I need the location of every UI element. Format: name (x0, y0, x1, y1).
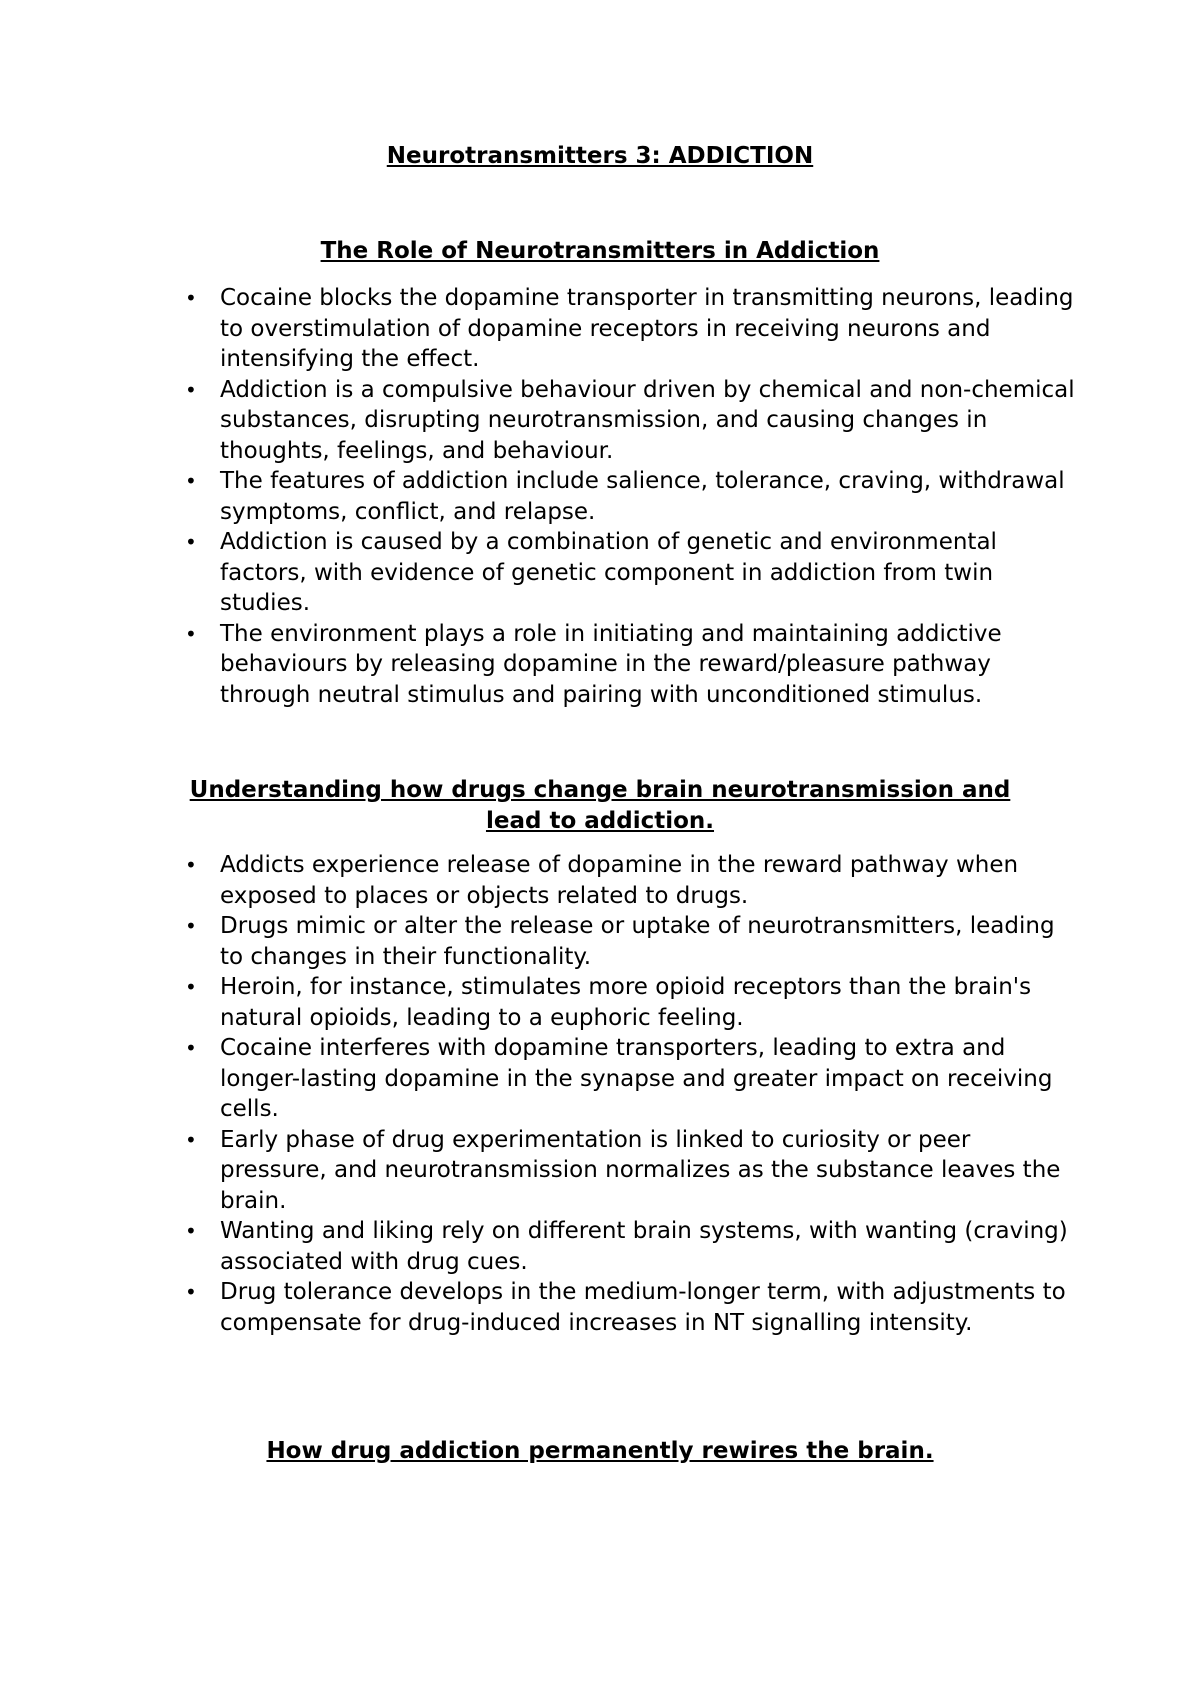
bullet-icon: • (185, 286, 197, 310)
list-item (180, 1216, 1080, 1277)
bullet-icon: • (185, 1127, 197, 1152)
list-item (180, 283, 1080, 375)
list-item (180, 911, 1080, 972)
list-item (180, 375, 1080, 467)
list-item (180, 619, 1080, 711)
bullet-icon: • (185, 914, 197, 938)
document-title: Neurotransmitters 3: ADDICTION (386, 143, 814, 169)
list-item-text: Drug tolerance develops in the medium-longer term, with adjustments to compensate for drug-induced increases in NT signalling intensity. (220, 1279, 1066, 1336)
list-item (180, 972, 1080, 1033)
list-item (180, 527, 1080, 619)
list-item-text: Wanting and liking rely on different brain systems, with wanting (craving) associated with drug cues. (220, 1218, 1068, 1275)
section-heading-role: The Role of Neurotransmitters in Addiction (320, 238, 880, 264)
bullet-icon: • (185, 975, 197, 999)
list-item-text: The features of addiction include salience, tolerance, craving, withdrawal symptoms, conflict, and relapse. (220, 468, 1065, 525)
bullet-list-role (180, 283, 1080, 710)
list-item (180, 1033, 1080, 1125)
list-item-text: Early phase of drug experimentation is linked to curiosity or peer pressure, and neurotransmission normalizes as the substance leaves the brain. (220, 1126, 1061, 1214)
list-item-text: The environment plays a role in initiating and maintaining addictive behaviours by releasing dopamine in the reward/pleasure pathway through neutral stimulus and pairing with unconditioned stimulus. (220, 620, 1002, 708)
list-item (180, 1125, 1080, 1217)
bullet-icon: • (185, 853, 197, 877)
bullet-icon: • (185, 530, 197, 554)
bullet-icon: • (185, 1219, 197, 1243)
list-item-text: Cocaine interferes with dopamine transporters, leading to extra and longer-lasting dopamine in the synapse and greater impact on receiving cells. (220, 1035, 1053, 1122)
list-item-text: Addiction is a compulsive behaviour driven by chemical and non-chemical substances, disrupting neurotransmission, and causing changes in thoughts, feelings, and behaviour. (220, 376, 1075, 464)
bullet-icon: • (185, 469, 197, 493)
list-item (180, 850, 1080, 911)
section-heading-rewires: How drug addiction permanently rewires the brain. (266, 1438, 934, 1464)
list-item-text: Drugs mimic or alter the release or uptake of neurotransmitters, leading to changes in their functionality. (220, 913, 1055, 970)
list-item-text: Addiction is caused by a combination of genetic and environmental factors, with evidence of genetic component in addiction from twin studies. (220, 529, 997, 616)
list-item-text: Heroin, for instance, stimulates more opioid receptors than the brain's natural opioids, leading to a euphoric feeling. (220, 974, 1032, 1031)
list-item (180, 466, 1080, 527)
bullet-list-drugs (180, 850, 1080, 1338)
bullet-icon: • (185, 1036, 197, 1060)
bullet-icon: • (185, 1280, 197, 1304)
section-heading-drugs: Understanding how drugs change brain neurotransmission and lead to addiction. (189, 777, 1011, 834)
bullet-icon: • (185, 621, 197, 646)
bullet-icon: • (185, 377, 197, 402)
list-item-text: Cocaine blocks the dopamine transporter in transmitting neurons, leading to overstimulation of dopamine receptors in receiving neurons and intensifying the effect. (220, 285, 1074, 372)
list-item (180, 1277, 1080, 1338)
list-item-text: Addicts experience release of dopamine in the reward pathway when exposed to places or objects related to drugs. (220, 852, 1019, 909)
